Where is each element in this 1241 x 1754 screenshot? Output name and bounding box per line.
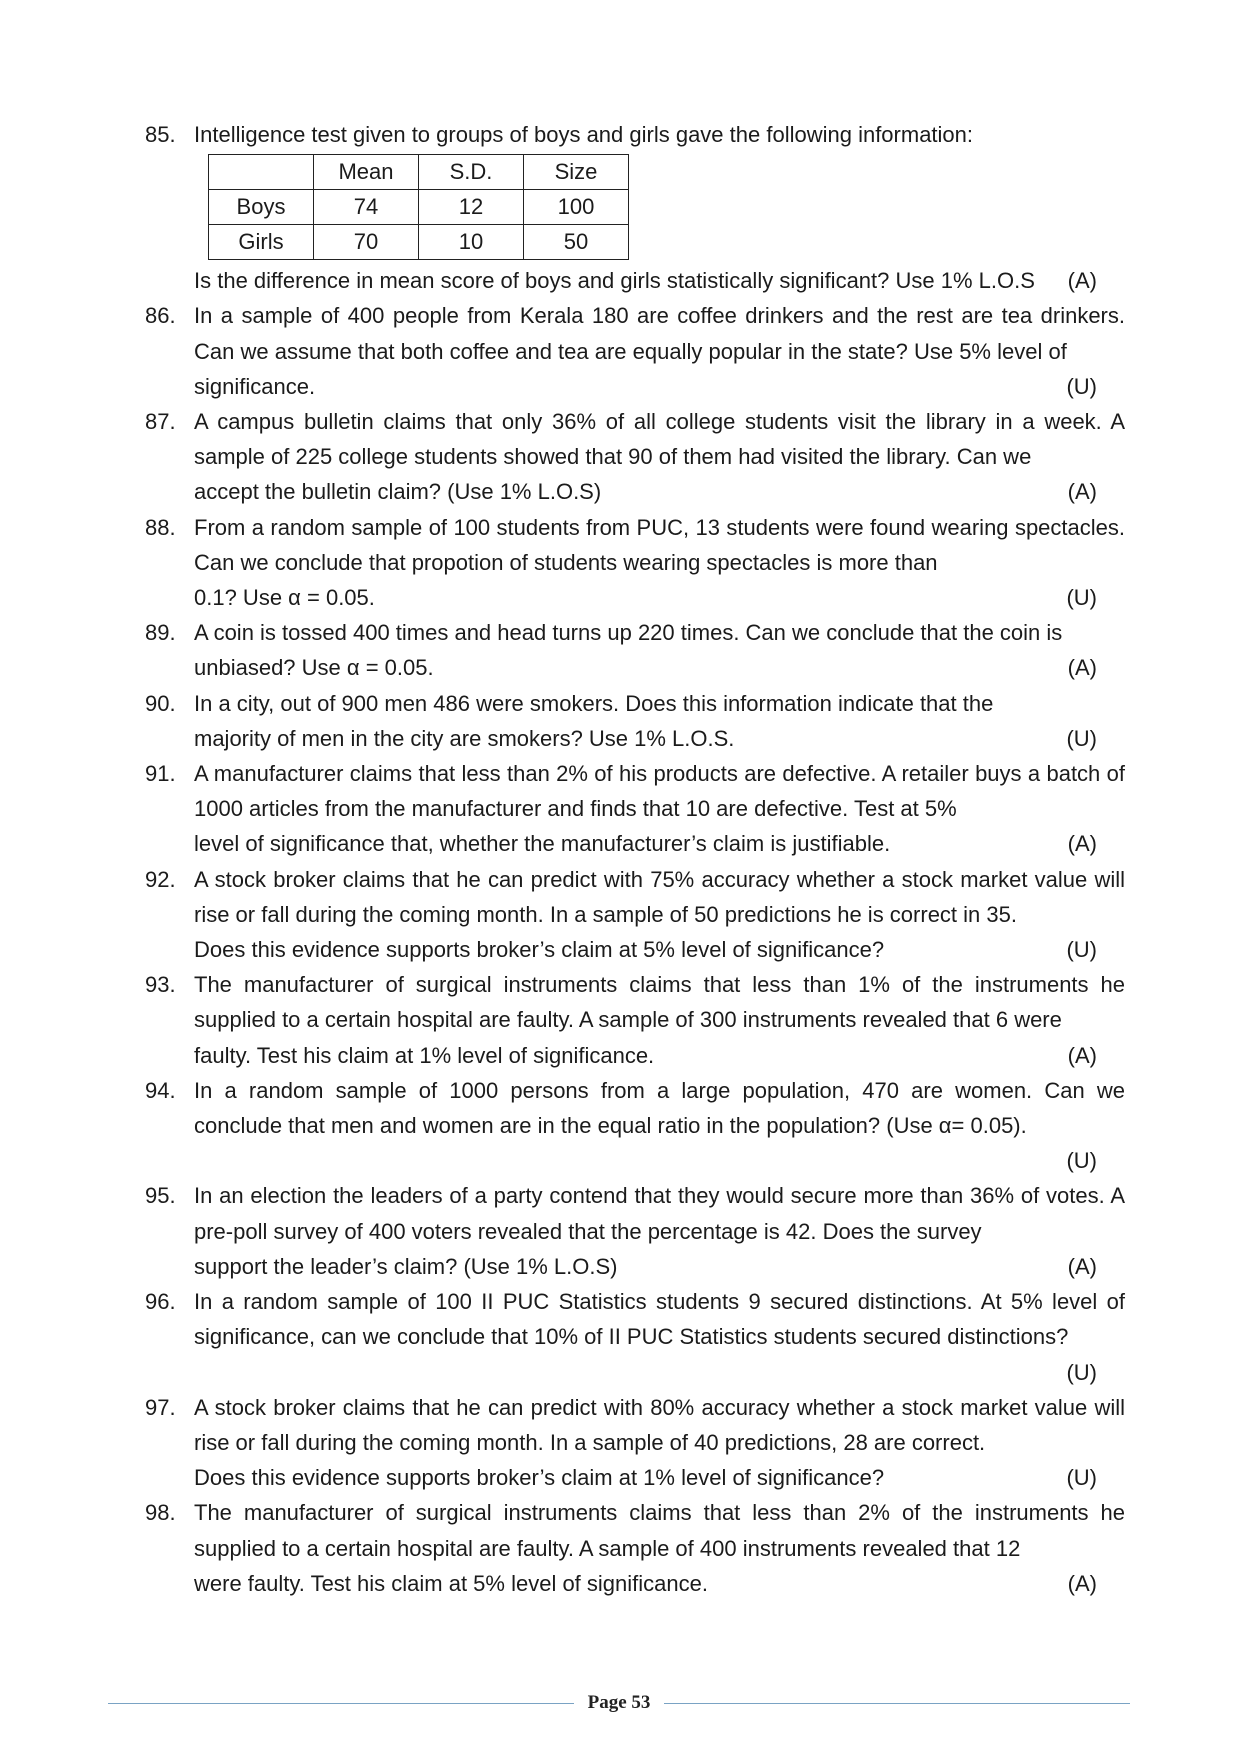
question-text: The manufacturer of surgical instruments claims that less than 1% of the instruments he supplied to a certain hospital are faulty. A sample of 300 instruments revealed that 6 were xyxy=(194,972,1125,1033)
question-last-line xyxy=(194,369,1125,404)
question-85 xyxy=(145,117,1125,298)
question-92 xyxy=(145,862,1125,968)
question-number: 91. xyxy=(145,761,176,787)
difficulty-tag: (A) xyxy=(1067,1570,1097,1596)
difficulty-tag: (A) xyxy=(1067,655,1097,681)
question-number: 88. xyxy=(145,514,176,540)
question-number: 89. xyxy=(145,620,176,646)
question-text: In an election the leaders of a party contend that they would secure more than 36% of votes. A pre-poll survey of 400 voters revealed that the percentage is 42. Does the survey xyxy=(194,1183,1125,1244)
question-list xyxy=(145,117,1125,1601)
difficulty-tag: (A) xyxy=(1067,1042,1097,1068)
question-text: The manufacturer of surgical instruments claims that less than 2% of the instruments he supplied to a certain hospital are faulty. A sample of 400 instruments revealed that 12 xyxy=(194,1500,1125,1561)
question-91 xyxy=(145,756,1125,862)
question-number: 96. xyxy=(145,1289,176,1315)
question-text: In a sample of 400 people from Kerala 180 are coffee drinkers and the rest are tea drinkers. Can we assume that both coffee and tea are equally popular in the state? Use 5% level of xyxy=(194,303,1125,364)
table-cell: 100 xyxy=(524,190,629,225)
question-number: 87. xyxy=(145,409,176,435)
question-text-end: Is the difference in mean score of boys and girls statistically significant? Use 1% L.O.S xyxy=(194,268,1035,294)
table-header-cell: Mean xyxy=(314,155,419,190)
question-number: 92. xyxy=(145,866,176,892)
table-cell: Girls xyxy=(209,225,314,260)
question-number: 98. xyxy=(145,1500,176,1526)
difficulty-tag: (U) xyxy=(1066,585,1097,611)
question-number: 86. xyxy=(145,303,176,329)
question-last-line xyxy=(194,932,1125,967)
question-number: 90. xyxy=(145,690,176,716)
question-number: 97. xyxy=(145,1394,176,1420)
question-text-end: support the leader’s claim? (Use 1% L.O.S) xyxy=(194,1253,618,1279)
question-number: 93. xyxy=(145,972,176,998)
question-97 xyxy=(145,1390,1125,1496)
question-last-line xyxy=(194,1249,1125,1284)
question-text-end: unbiased? Use α = 0.05. xyxy=(194,655,434,681)
table-cell: 12 xyxy=(419,190,524,225)
table-header-cell: S.D. xyxy=(419,155,524,190)
difficulty-tag: (A) xyxy=(1067,479,1097,505)
question-90 xyxy=(145,686,1125,756)
question-last-line xyxy=(194,650,1125,685)
question-text-end: accept the bulletin claim? (Use 1% L.O.S) xyxy=(194,479,602,505)
question-text: Intelligence test given to groups of boys and girls gave the following information: xyxy=(194,122,974,147)
table-cell: 70 xyxy=(314,225,419,260)
question-98 xyxy=(145,1495,1125,1601)
question-text: A campus bulletin claims that only 36% of all college students visit the library in a week. A sample of 225 college students showed that 90 of them had visited the library. Can we xyxy=(194,409,1125,470)
question-text: In a random sample of 1000 persons from a large population, 470 are women. Can we conclude that men and women are in the equal ratio in the population? (Use α= 0.05). xyxy=(194,1077,1125,1139)
question-text-end: 0.1? Use α = 0.05. xyxy=(194,585,375,611)
difficulty-tag: (U) xyxy=(1066,1359,1097,1385)
table-header-cell xyxy=(209,155,314,190)
question-last-line xyxy=(194,721,1125,756)
difficulty-tag: (U) xyxy=(1066,1465,1097,1491)
question-95 xyxy=(145,1178,1125,1284)
question-last-line xyxy=(194,1566,1125,1601)
table-header-row xyxy=(209,155,629,190)
data-table xyxy=(208,154,629,260)
page-footer xyxy=(108,1688,1130,1718)
table-row xyxy=(209,190,629,225)
difficulty-tag: (U) xyxy=(1066,725,1097,751)
difficulty-tag: (U) xyxy=(1066,1148,1097,1174)
question-last-line xyxy=(194,474,1125,509)
table-cell: Boys xyxy=(209,190,314,225)
page-number: Page 53 xyxy=(587,1692,651,1713)
question-number: 94. xyxy=(145,1077,176,1103)
question-last-line xyxy=(194,1460,1125,1495)
question-text-end: were faulty. Test his claim at 5% level of significance. xyxy=(194,1570,708,1596)
question-last-line xyxy=(194,826,1125,861)
question-last-line xyxy=(194,580,1125,615)
question-text-end: faulty. Test his claim at 1% level of significance. xyxy=(194,1042,655,1068)
footer-rule-left xyxy=(108,1703,574,1704)
table-cell: 74 xyxy=(314,190,419,225)
difficulty-tag: (U) xyxy=(1066,373,1097,399)
difficulty-tag: (A) xyxy=(1067,268,1097,294)
question-96 xyxy=(145,1284,1125,1390)
question-text: In a random sample of 100 II PUC Statistics students 9 secured distinctions. At 5% level of significance, can we conclude that 10% of II PUC Statistics students secured distinctions? xyxy=(194,1289,1125,1350)
footer-rule-right xyxy=(664,1703,1130,1704)
question-86 xyxy=(145,298,1125,404)
question-number: 85. xyxy=(145,122,176,147)
question-text-end: significance. xyxy=(194,373,316,399)
question-89 xyxy=(145,615,1125,685)
question-text-end: Does this evidence supports broker’s claim at 5% level of significance? xyxy=(194,937,885,963)
question-text: In a city, out of 900 men 486 were smokers. Does this information indicate that the xyxy=(194,690,994,716)
question-text: A stock broker claims that he can predict with 80% accuracy whether a stock market value will rise or fall during the coming month. In a sample of 40 predictions, 28 are correct. xyxy=(194,1394,1125,1455)
question-88 xyxy=(145,510,1125,616)
question-text: A coin is tossed 400 times and head turns up 220 times. Can we conclude that the coin is xyxy=(194,620,1063,646)
question-text-end: majority of men in the city are smokers? Use 1% L.O.S. xyxy=(194,725,735,751)
question-last-line xyxy=(194,263,1125,298)
question-text: A manufacturer claims that less than 2% of his products are defective. A retailer buys a batch of 1000 articles from the manufacturer and finds that 10 are defective. Test at 5% xyxy=(194,761,1125,822)
difficulty-tag: (A) xyxy=(1067,831,1097,857)
question-93 xyxy=(145,967,1125,1073)
question-text-end: Does this evidence supports broker’s claim at 1% level of significance? xyxy=(194,1465,885,1491)
table-cell: 50 xyxy=(524,225,629,260)
question-last-line xyxy=(194,1038,1125,1073)
question-87 xyxy=(145,404,1125,510)
question-text-end: level of significance that, whether the manufacturer’s claim is justifiable. xyxy=(194,831,891,857)
table-header-cell: Size xyxy=(524,155,629,190)
question-number: 95. xyxy=(145,1183,176,1209)
question-text: From a random sample of 100 students from PUC, 13 students were found wearing spectacles. Can we conclude that propotion of students wearing spectacles is more than xyxy=(194,514,1125,575)
difficulty-tag: (A) xyxy=(1067,1253,1097,1279)
difficulty-tag: (U) xyxy=(1066,937,1097,963)
table-row xyxy=(209,225,629,260)
table-cell: 10 xyxy=(419,225,524,260)
question-94 xyxy=(145,1073,1125,1179)
question-text: A stock broker claims that he can predict with 75% accuracy whether a stock market value will rise or fall during the coming month. In a sample of 50 predictions he is correct in 35. xyxy=(194,866,1125,927)
